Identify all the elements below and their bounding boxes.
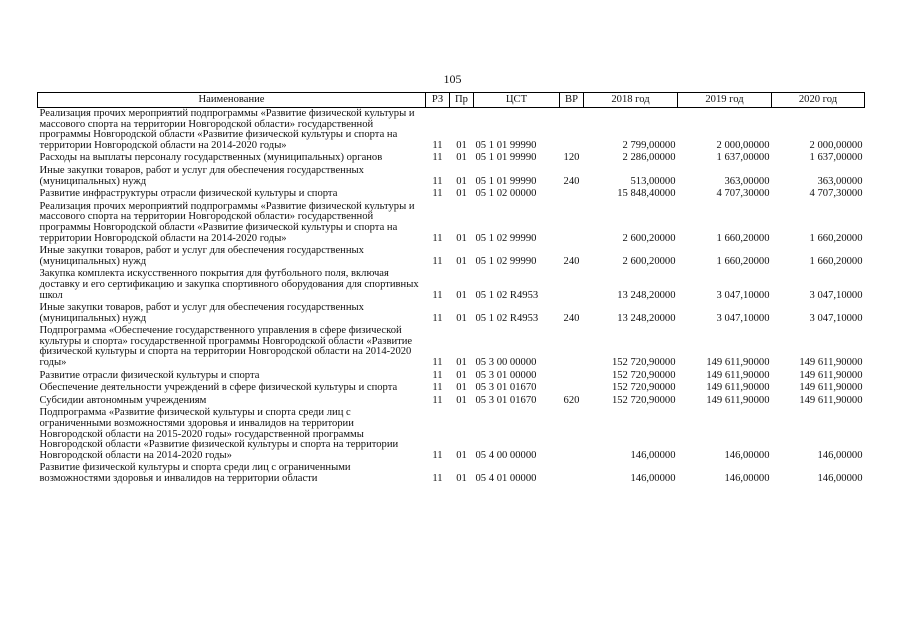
cell-rz: 11 [432,152,443,164]
cell-name: Иные закупки товаров, работ и услуг для обеспечения государственных (муниципальных) нужд [39,245,364,267]
cell-2019: 1 660,20000 [716,232,770,244]
cell-cst: 05 3 01 01670 [475,382,537,394]
cell-name: Закупка комплекта искусственного покрытия для футбольного поля, включая доставку и его сертификацию и закупка спортивного оборудования для спортивных школ [39,268,419,301]
table-row [38,152,865,165]
table-row [38,407,865,462]
cell-cst: 05 4 00 00000 [475,449,537,461]
cell-2020: 4 707,30000 [809,188,863,200]
cell-2020: 149 611,90000 [799,357,863,369]
cell-2018: 13 248,20000 [617,312,676,324]
cell-pr: 01 [456,255,467,267]
cell-2019: 149 611,90000 [706,357,770,369]
cell-vr [560,382,584,395]
cell-2018: 152 720,90000 [611,394,676,406]
header-rz: РЗ [426,93,450,108]
table-row [38,325,865,369]
cell-2020: 3 047,10000 [809,312,863,324]
cell-name: Реализация прочих мероприятий подпрограммы «Развитие физической культуры и массового спорта на территории Новгородской области» государственной программы Новгородской области «Развитие физической культуры и спорта на территории Новгородской области на 2014-2020 годы» [39,200,415,244]
header-2020: 2020 год [772,93,865,108]
cell-rz: 11 [432,369,443,381]
cell-name: Иные закупки товаров, работ и услуг для обеспечения государственных (муниципальных) нужд [39,302,364,324]
cell-vr: 120 [563,152,580,164]
cell-2018: 2 600,20000 [622,255,676,267]
cell-rz: 11 [432,449,443,461]
table-row [38,201,865,245]
cell-cst: 05 3 01 00000 [475,369,537,381]
cell-pr: 01 [456,188,467,200]
cell-2019: 3 047,10000 [716,289,770,301]
cell-rz: 11 [432,232,443,244]
cell-2020: 363,00000 [817,175,863,187]
cell-2020: 149 611,90000 [799,382,863,394]
cell-rz: 11 [432,312,443,324]
header-2018: 2018 год [584,93,678,108]
cell-name: Развитие инфраструктуры отрасли физической культуры и спорта [39,188,338,200]
budget-table [37,92,865,486]
cell-vr: 240 [563,255,580,267]
cell-vr [560,407,584,462]
cell-2018: 152 720,90000 [611,369,676,381]
cell-pr: 01 [456,289,467,301]
cell-name: Обеспечение деятельности учреждений в сфере физической культуры и спорта [39,382,398,394]
cell-2019: 146,00000 [724,473,770,484]
cell-2018: 13 248,20000 [617,289,676,301]
cell-2020: 1 660,20000 [809,232,863,244]
cell-pr: 01 [456,473,467,484]
cell-rz: 11 [432,289,443,301]
table-row [38,165,865,188]
cell-name: Подпрограмма «Развитие физической культуры и спорта среди лиц с ограниченными возможностями здоровья и инвалидов на территории Новгородской области на 2015-2020 годы» государственной программы Новгородской области «Развитие физической культуры и спорта на территории Новгородской области на 2014-2020 годы» [39,407,399,461]
cell-name: Развитие отрасли физической культуры и спорта [39,369,260,381]
cell-pr: 01 [456,369,467,381]
cell-rz: 11 [432,175,443,187]
cell-rz: 11 [432,394,443,406]
cell-cst: 05 1 02 R4953 [475,289,539,301]
cell-name: Подпрограмма «Обеспечение государственного управления в сфере физической культуры и спорта» государственной программы Новгородской области «Развитие физической культуры и спорта на территории Новгородской области на 2014-2020 годы» [39,325,413,369]
table-row [38,268,865,302]
cell-pr: 01 [456,175,467,187]
cell-pr: 01 [456,139,467,151]
cell-2019: 2 000,00000 [716,139,770,151]
cell-name: Развитие физической культуры и спорта среди лиц с ограниченными возможностями здоровья и инвалидов на территории области [39,462,351,484]
cell-name: Иные закупки товаров, работ и услуг для обеспечения государственных (муниципальных) нужд [39,164,364,187]
cell-rz: 11 [432,255,443,267]
cell-2018: 513,00000 [630,175,676,187]
cell-name: Субсидии автономным учреждениям [39,394,207,406]
cell-pr: 01 [456,232,467,244]
cell-vr [560,108,584,153]
cell-2018: 152 720,90000 [611,382,676,394]
cell-pr: 01 [456,394,467,406]
cell-2019: 1 660,20000 [716,255,770,267]
header-name: Наименование [38,93,426,108]
cell-cst: 05 3 01 01670 [475,394,537,406]
cell-vr [560,268,584,302]
cell-2020: 149 611,90000 [799,369,863,381]
cell-rz: 11 [432,188,443,200]
cell-pr: 01 [456,449,467,461]
cell-2020: 146,00000 [817,473,863,484]
table-row [38,462,865,485]
cell-vr: 240 [563,312,580,324]
cell-name: Реализация прочих мероприятий подпрограммы «Развитие физической культуры и массового спорта на территории Новгородской области» государственной программы Новгородской области «Развитие физической культуры и спорта на территории Новгородской области на 2014-2020 годы» [39,108,415,151]
table-row [38,302,865,325]
cell-vr [560,188,584,201]
cell-vr [560,370,584,383]
cell-2020: 3 047,10000 [809,289,863,301]
cell-2018: 152 720,90000 [611,357,676,369]
cell-2019: 363,00000 [724,175,770,187]
cell-vr [560,201,584,245]
page-number: 105 [443,72,462,86]
cell-rz: 11 [432,382,443,394]
table-row [38,382,865,395]
cell-2019: 1 637,00000 [716,152,770,164]
cell-cst: 05 1 02 99990 [475,232,537,244]
table-row [38,188,865,201]
cell-2020: 2 000,00000 [809,139,863,151]
cell-pr: 01 [456,312,467,324]
cell-vr: 620 [563,394,580,406]
cell-pr: 01 [456,152,467,164]
cell-cst: 05 1 01 99990 [475,152,537,164]
table-row [38,245,865,268]
cell-2020: 1 637,00000 [809,152,863,164]
table-body [38,108,865,486]
cell-cst: 05 1 02 R4953 [475,312,539,324]
cell-rz: 11 [432,357,443,369]
cell-2018: 2 286,00000 [622,152,676,164]
table-row [38,395,865,408]
cell-vr: 240 [563,175,580,187]
cell-rz: 11 [432,473,443,484]
cell-2018: 2 799,00000 [622,139,676,151]
cell-2019: 149 611,90000 [706,394,770,406]
cell-2019: 4 707,30000 [716,188,770,200]
cell-2018: 146,00000 [630,473,676,484]
cell-2020: 146,00000 [817,449,863,461]
cell-cst: 05 1 01 99990 [475,175,537,187]
cell-2018: 146,00000 [630,449,676,461]
table-row [38,108,865,153]
cell-2019: 149 611,90000 [706,382,770,394]
cell-cst: 05 1 02 99990 [475,255,537,267]
cell-cst: 05 1 01 99990 [475,139,537,151]
cell-name: Расходы на выплаты персоналу государственных (муниципальных) органов [39,152,383,164]
cell-2020: 1 660,20000 [809,255,863,267]
cell-2019: 3 047,10000 [716,312,770,324]
cell-rz: 11 [432,139,443,151]
cell-vr [560,325,584,369]
cell-cst: 05 1 02 00000 [475,188,537,200]
table-header-row [38,93,865,108]
cell-2019: 146,00000 [724,449,770,461]
cell-cst: 05 3 00 00000 [475,357,537,369]
cell-2020: 149 611,90000 [799,394,863,406]
header-2019: 2019 год [678,93,772,108]
cell-2018: 2 600,20000 [622,232,676,244]
cell-2019: 149 611,90000 [706,369,770,381]
cell-pr: 01 [456,382,467,394]
cell-cst: 05 4 01 00000 [475,473,537,484]
header-cst: ЦСТ [474,93,560,108]
cell-pr: 01 [456,357,467,369]
cell-vr [560,462,584,485]
header-vr: ВР [560,93,584,108]
cell-2018: 15 848,40000 [617,188,676,200]
table-row [38,370,865,383]
header-pr: Пр [450,93,474,108]
